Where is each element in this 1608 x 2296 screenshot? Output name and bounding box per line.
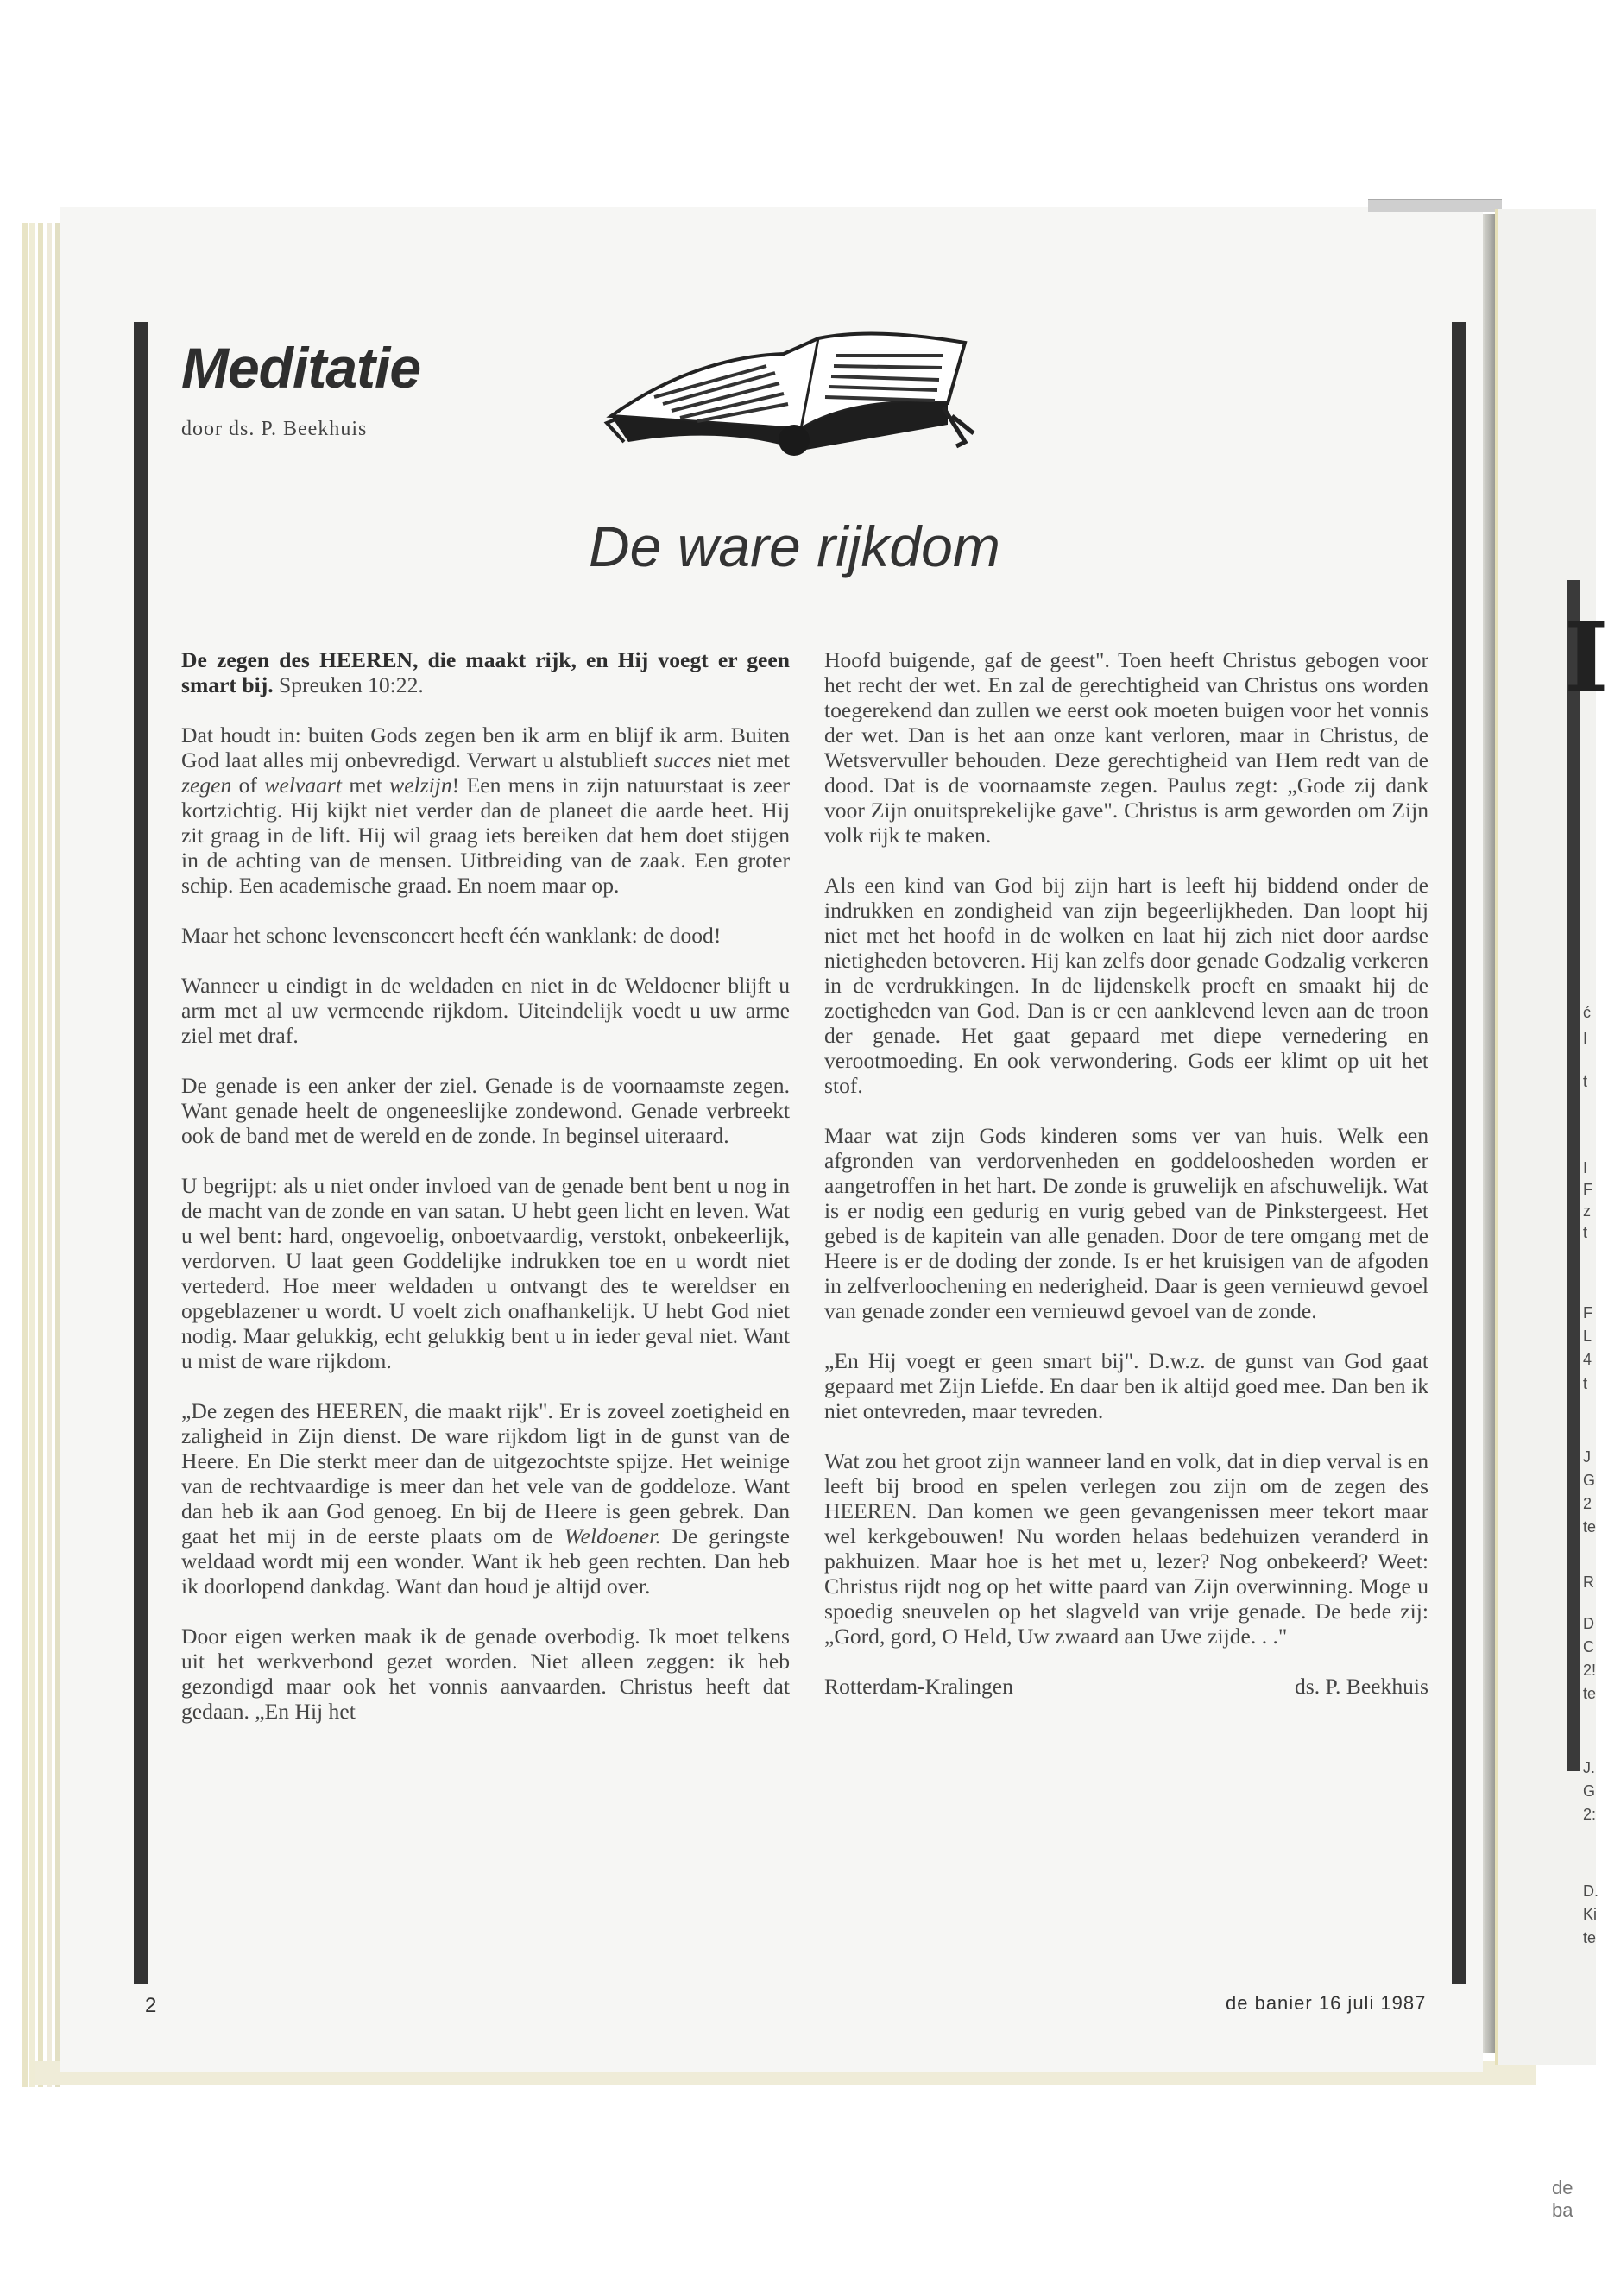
paragraph: „En Hij voegt er geen smart bij". D.w.z. de gunst van God gaat gepaard met Zijn Liefde. En daar ben ik altijd goed mee. Dan ben ik niet ontevreden, maar tevreden. bbox=[824, 1348, 1428, 1423]
text: ! Een mens in zijn natuurstaat is zeer kortzichtig. Hij kijkt niet verder dan de planeet die aarde heet. Hij zit graag in de lift. Hij wil graag iets bereiken dat hem doet stijgen in de achting van de mensen. Uitbreiding van de zaak. Een groter schip. Een academische graad. En noem maar op. bbox=[181, 773, 790, 898]
text: niet met bbox=[711, 747, 790, 773]
page-edge bbox=[29, 223, 35, 2087]
adjacent-text-fragment: 2 bbox=[1583, 1495, 1592, 1512]
text: of bbox=[231, 773, 265, 798]
adjacent-text-fragment: 2! bbox=[1583, 1662, 1597, 1679]
emphasis: zegen bbox=[181, 773, 232, 798]
emphasis: welzijn bbox=[389, 773, 452, 798]
article-column-right bbox=[824, 647, 1428, 1699]
adjacent-text-fragment: L bbox=[1583, 1328, 1592, 1345]
byline: door ds. P. Beekhuis bbox=[181, 418, 368, 440]
adjacent-text-fragment: z bbox=[1583, 1202, 1591, 1220]
adjacent-text-fragment: G bbox=[1583, 1782, 1596, 1800]
adjacent-text-fragment: 4 bbox=[1583, 1351, 1592, 1368]
paragraph: Maar het schone levensconcert heeft één wanklank: de dood! bbox=[181, 923, 722, 948]
emphasis: Weldoener. bbox=[564, 1523, 661, 1549]
open-book-icon bbox=[602, 321, 982, 459]
page-edge bbox=[38, 223, 43, 2087]
adjacent-page-footer: de ba bbox=[1552, 2177, 1573, 2221]
text: „De zegen des HEEREN, die maakt rijk". Er is zoveel zoetigheid en zaligheid in Zijn dienst. De ware rijkdom ligt in de gunst van de Heere. En Die sterkt meer dan de uitgezochtste spijze. Het weinige van de rechtvaardige is meer dan het vele van de goddeloze. Want dan heb ik aan God genoeg. En bij de Heere is geen gebrek. Dan gaat het mij in de eerste plaats om de bbox=[181, 1398, 790, 1549]
paragraph: U begrijpt: als u niet onder invloed van de genade bent bent u nog in de macht van de zonde en van satan. U hebt geen licht en leven. Wat u wel bent: hard, ongevoelig, onboetvaardig, verstokt, onbekeerlijk, verdorven. U laat geen Goddelijke indrukken toe en u wordt niet vertederd. Hoe meer weldaden u ontvangt des te wereldser en opgeblazener u wordt. U voelt zich onafhankelijk. U hebt God niet nodig. Maar gelukkig, echt gelukkig bent u in ieder geval niet. Want u mist de ware rijkdom. bbox=[181, 1173, 790, 1373]
adjacent-text-fragment: Ki bbox=[1583, 1906, 1598, 1923]
paragraph bbox=[181, 722, 790, 898]
binding-tab bbox=[1368, 199, 1502, 212]
section-title: Meditatie bbox=[181, 336, 421, 400]
adjacent-text-fragment: J. bbox=[1583, 1759, 1596, 1776]
text: Dat houdt in: buiten Gods zegen ben ik arm en blijf ik arm. Buiten God laat alles mij onbevredigd. Verwart u alstublieft bbox=[181, 722, 790, 773]
page-edge bbox=[22, 223, 28, 2087]
scripture-reference: Spreuken 10:22. bbox=[273, 672, 424, 697]
article-title: De ware rijkdom bbox=[589, 514, 1000, 578]
adjacent-text-fragment: J bbox=[1583, 1448, 1591, 1466]
text: met bbox=[341, 773, 390, 798]
paragraph: Door eigen werken maak ik de genade overbodig. Ik moet telkens uit het werkverbond gezet worden. Niet alleen zeggen: ik heb gezondigd maar ook het vonnis aanvaarden. Christus heeft dat gedaan. „En Hij het bbox=[181, 1624, 790, 1724]
adjacent-text-fragment: I bbox=[1583, 1030, 1588, 1047]
signoff bbox=[824, 1674, 1428, 1699]
lead-text: De zegen des HEEREN, die maakt rijk, en Hij voegt er geen smart bij. bbox=[181, 647, 790, 697]
page-edge bbox=[47, 223, 52, 2087]
article-column-left bbox=[181, 647, 790, 1749]
paragraph bbox=[181, 1398, 790, 1599]
adjacent-text-fragment: D bbox=[1583, 1615, 1594, 1632]
paragraph: Wanneer u eindigt in de weldaden en niet in de Weldoener blijft u arm met al uw vermeende rijkdom. Uiteindelijk voedt u uw arme ziel met draf. bbox=[181, 973, 790, 1048]
emphasis: succes bbox=[653, 747, 712, 773]
adjacent-text-fragment: D. bbox=[1583, 1883, 1599, 1900]
paragraph: Maar wat zijn Gods kinderen soms ver van huis. Welk een afgronden van verdorvenheden en goddeloosheden worden er aangetroffen in het hart. De zonde is gruwelijk en afschuwelijk. Wat is er nodig een gedurig en vurig gebed van de Pinkstergeest. Het gebed is de kapitein van alle genaden. Door de tere omgang met de Heere is er de doding der zonde. Is er het kruisigen van de afgoden in zelfverloochening en nederigheid. Daar is geen vernieuwd gevoel van genade zonder een vernieuwd gevoel van de zonde. bbox=[824, 1123, 1428, 1323]
paragraph: De genade is een anker der ziel. Genade is de voornaamste zegen. Want genade heelt de ongeneeslijke zondewond. Genade verbreekt ook de band met de wereld en de zonde. In beginsel uiteraard. bbox=[181, 1073, 790, 1148]
adjacent-text-fragment: te bbox=[1583, 1929, 1597, 1946]
adjacent-page bbox=[1495, 209, 1608, 2221]
adjacent-text-fragment: C bbox=[1583, 1638, 1594, 1656]
left-rule bbox=[134, 322, 148, 1984]
adjacent-text-fragment: G bbox=[1583, 1472, 1596, 1489]
adjacent-text-fragment: te bbox=[1583, 1518, 1597, 1536]
adjacent-text-fragment: t bbox=[1583, 1224, 1588, 1241]
adjacent-text-fragment: F bbox=[1583, 1304, 1592, 1321]
emphasis: welvaart bbox=[264, 773, 342, 798]
adjacent-text-fragment: F bbox=[1583, 1181, 1592, 1198]
text: De geringste weldaad wordt mij een wonder. Want ik heb geen rechten. Dan heb ik doorlopend dankdag. Want dan houd je altijd over. bbox=[181, 1523, 790, 1599]
place: Rotterdam-Kralingen bbox=[824, 1674, 1013, 1699]
adjacent-page-bar bbox=[1567, 580, 1580, 1771]
adjacent-text-fragment: 2: bbox=[1583, 1806, 1597, 1823]
adjacent-text-fragment: R bbox=[1583, 1574, 1594, 1591]
page-number: 2 bbox=[145, 1994, 157, 2017]
adjacent-text-fragment: t bbox=[1583, 1073, 1588, 1090]
adjacent-text-fragment: te bbox=[1583, 1685, 1597, 1702]
paragraph: Als een kind van God bij zijn hart is leeft hij biddend onder de indrukken en zondigheid van zijn begeerlijkheden. Dan loopt hij niet met het hoofd in de wolken en laat hij zich niet door aardse nietigheden betoveren. Hij kan zelfs door genade Godzalig verkeren in de verdrukkingen. In de lijdenskelk proeft en smaakt hij de zoetigheden van God. Dan is er een aanklevend leven aan de troon der genade. Het gaat gepaard met diepe vernedering en verootmoeding. En ook verwondering. Gods eer klimt op uit het stof. bbox=[824, 873, 1428, 1098]
right-rule bbox=[1452, 322, 1466, 1984]
adjacent-text-fragment: t bbox=[1583, 1375, 1588, 1392]
signature: ds. P. Beekhuis bbox=[1295, 1674, 1428, 1699]
publication-footer: de banier 16 juli 1987 bbox=[1226, 1992, 1427, 2014]
binding-gutter bbox=[1483, 214, 1495, 2053]
adjacent-text-fragment: I bbox=[1583, 1159, 1588, 1176]
adjacent-text-fragment: ć bbox=[1583, 1004, 1591, 1021]
paragraph: Hoofd buigende, gaf de geest". Toen heeft Christus gebogen voor het recht der wet. En zal de gerechtigheid van Christus ons worden toegerekend dan zullen we eerst ook moeten buigen voor het vonnis der wet. Dan is het aan onze kant verloren, maar in Christus, de Wetsvervuller behouden. Deze gerechtigheid van Hem redt van de dood. Dat is de voornaamste zegen. Paulus zegt: „Gode zij dank voor Zijn onuitsprekelijke gave". Christus is arm geworden om Zijn volk rijk te maken. bbox=[824, 647, 1428, 848]
lead-paragraph bbox=[181, 647, 790, 697]
adjacent-page-heading-fragment: I bbox=[1564, 602, 1608, 713]
paragraph: Wat zou het groot zijn wanneer land en volk, dat in diep verval is en leeft bij brood en spelen verlegen zou zijn om de zegen des HEEREN. Dan komen we geen gevangenissen meer tekort maar wel kerkgebouwen! Nu worden helaas bedehuizen veranderd in pakhuizen. Maar hoe is het met u, lezer? Nog onbekeerd? Weet: Christus rijdt nog op het witte paard van Zijn overwinning. Moge u spoedig sneuvelen op het slagveld van vrije genade. De bede zij: „Gord, gord, O Held, Uw zwaard aan Uwe zijde. . ." bbox=[824, 1448, 1428, 1649]
